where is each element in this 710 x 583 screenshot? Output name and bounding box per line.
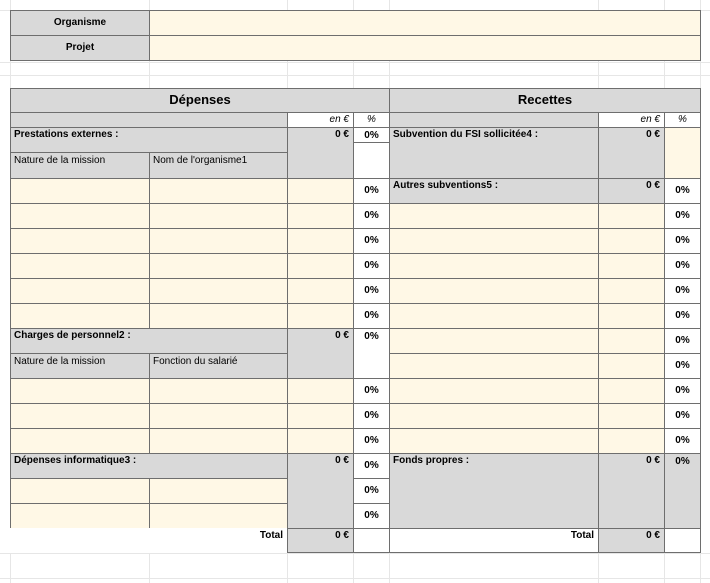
autres-label: Autres subventions5 : xyxy=(389,178,599,204)
autres-row[interactable] xyxy=(598,253,665,279)
fonds-pct: 0% xyxy=(664,453,701,529)
prestations-row[interactable] xyxy=(149,178,288,204)
fonds-label: Fonds propres : xyxy=(389,453,599,529)
prestations-col-organisme: Nom de l'organisme1 xyxy=(149,152,288,179)
organisme-input[interactable] xyxy=(149,10,701,36)
personnel-pct: 0% xyxy=(353,328,390,379)
personnel-row[interactable] xyxy=(10,378,150,404)
autres-row[interactable] xyxy=(389,253,599,279)
prestations-row[interactable] xyxy=(149,203,288,229)
prestations-total: 0 € xyxy=(287,127,354,179)
autres-row[interactable] xyxy=(389,353,599,379)
depenses-total-label: Total xyxy=(10,528,288,553)
autres-row-pct: 0% xyxy=(664,203,701,229)
prestations-row-pct: 0% xyxy=(353,303,390,329)
autres-row-pct: 0% xyxy=(664,253,701,279)
personnel-col-nature: Nature de la mission xyxy=(10,353,150,379)
informatique-row-pct: 0% xyxy=(353,503,390,529)
autres-row[interactable] xyxy=(598,203,665,229)
autres-row[interactable] xyxy=(389,278,599,304)
personnel-row[interactable] xyxy=(287,403,354,429)
organisme-label: Organisme xyxy=(10,10,150,36)
depenses-header-spacer xyxy=(10,112,288,128)
prestations-row[interactable] xyxy=(149,303,288,329)
prestations-row[interactable] xyxy=(149,253,288,279)
fsi-label: Subvention du FSI sollicitée4 : xyxy=(389,127,599,179)
personnel-row-pct: 0% xyxy=(353,378,390,404)
autres-row[interactable] xyxy=(389,428,599,454)
prestations-row[interactable] xyxy=(287,228,354,254)
informatique-row[interactable] xyxy=(149,503,288,529)
autres-row-pct: 0% xyxy=(664,428,701,454)
gridline xyxy=(0,75,710,76)
personnel-row[interactable] xyxy=(149,428,288,454)
prestations-row-pct: 0% xyxy=(353,178,390,204)
autres-row[interactable] xyxy=(598,228,665,254)
autres-row[interactable] xyxy=(598,328,665,354)
autres-row[interactable] xyxy=(389,328,599,354)
recettes-header-spacer xyxy=(389,112,599,128)
personnel-row[interactable] xyxy=(149,403,288,429)
prestations-row-pct: 0% xyxy=(353,253,390,279)
prestations-row-pct: 0% xyxy=(353,203,390,229)
depenses-title: Dépenses xyxy=(10,88,390,113)
autres-row[interactable] xyxy=(389,378,599,404)
personnel-row-pct: 0% xyxy=(353,403,390,429)
informatique-row-pct: 0% xyxy=(353,478,390,504)
informatique-pct: 0% xyxy=(353,453,390,479)
autres-row[interactable] xyxy=(598,303,665,329)
personnel-col-fonction: Fonction du salarié xyxy=(149,353,288,379)
prestations-row[interactable] xyxy=(10,253,150,279)
prestations-row[interactable] xyxy=(287,278,354,304)
autres-row-pct: 0% xyxy=(664,403,701,429)
fsi-pct[interactable] xyxy=(664,127,701,179)
prestations-row[interactable] xyxy=(287,253,354,279)
autres-row[interactable] xyxy=(389,403,599,429)
personnel-row[interactable] xyxy=(287,428,354,454)
prestations-pct: 0% xyxy=(353,127,390,143)
gridline xyxy=(0,553,710,554)
personnel-row-pct: 0% xyxy=(353,428,390,454)
depenses-total-pct xyxy=(353,528,390,553)
informatique-row[interactable] xyxy=(10,478,150,504)
autres-row-pct: 0% xyxy=(664,303,701,329)
prestations-col-nature: Nature de la mission xyxy=(10,152,150,179)
depenses-col-pct: % xyxy=(353,112,390,128)
prestations-row-pct: 0% xyxy=(353,278,390,304)
autres-row[interactable] xyxy=(389,303,599,329)
personnel-row[interactable] xyxy=(10,428,150,454)
personnel-label: Charges de personnel2 : xyxy=(10,328,288,354)
autres-row-pct: 0% xyxy=(664,328,701,354)
autres-row[interactable] xyxy=(598,353,665,379)
recettes-title: Recettes xyxy=(389,88,701,113)
autres-row-pct: 0% xyxy=(664,228,701,254)
fonds-total: 0 € xyxy=(598,453,665,529)
autres-row[interactable] xyxy=(598,403,665,429)
prestations-row-pct: 0% xyxy=(353,228,390,254)
recettes-col-en: en € xyxy=(598,112,665,128)
prestations-row[interactable] xyxy=(287,203,354,229)
autres-row[interactable] xyxy=(389,203,599,229)
autres-row-pct: 0% xyxy=(664,278,701,304)
personnel-row[interactable] xyxy=(149,378,288,404)
recettes-total-label: Total xyxy=(389,528,599,553)
autres-pct: 0% xyxy=(664,178,701,204)
autres-row[interactable] xyxy=(389,228,599,254)
recettes-total-pct xyxy=(664,528,701,553)
autres-row[interactable] xyxy=(598,378,665,404)
recettes-col-pct: % xyxy=(664,112,701,128)
projet-label: Projet xyxy=(10,35,150,61)
informatique-total: 0 € xyxy=(287,453,354,529)
prestations-row[interactable] xyxy=(149,228,288,254)
autres-row-pct: 0% xyxy=(664,353,701,379)
autres-row[interactable] xyxy=(598,428,665,454)
autres-row[interactable] xyxy=(598,278,665,304)
prestations-row[interactable] xyxy=(10,278,150,304)
informatique-row[interactable] xyxy=(149,478,288,504)
fsi-total: 0 € xyxy=(598,127,665,179)
prestations-label: Prestations externes : xyxy=(10,127,288,153)
gridline xyxy=(0,578,710,579)
gridline xyxy=(0,62,710,63)
autres-row-pct: 0% xyxy=(664,378,701,404)
prestations-row[interactable] xyxy=(287,178,354,204)
personnel-total: 0 € xyxy=(287,328,354,379)
autres-total: 0 € xyxy=(598,178,665,204)
personnel-row[interactable] xyxy=(10,403,150,429)
prestations-row[interactable] xyxy=(10,203,150,229)
projet-input[interactable] xyxy=(149,35,701,61)
prestations-row[interactable] xyxy=(10,228,150,254)
informatique-row[interactable] xyxy=(10,503,150,529)
recettes-total-value: 0 € xyxy=(598,528,665,553)
prestations-row[interactable] xyxy=(149,278,288,304)
personnel-row[interactable] xyxy=(287,378,354,404)
prestations-row[interactable] xyxy=(10,178,150,204)
prestations-row[interactable] xyxy=(10,303,150,329)
prestations-row[interactable] xyxy=(287,303,354,329)
informatique-label: Dépenses informatique3 : xyxy=(10,453,288,479)
depenses-col-en: en € xyxy=(287,112,354,128)
depenses-total-value: 0 € xyxy=(287,528,354,553)
